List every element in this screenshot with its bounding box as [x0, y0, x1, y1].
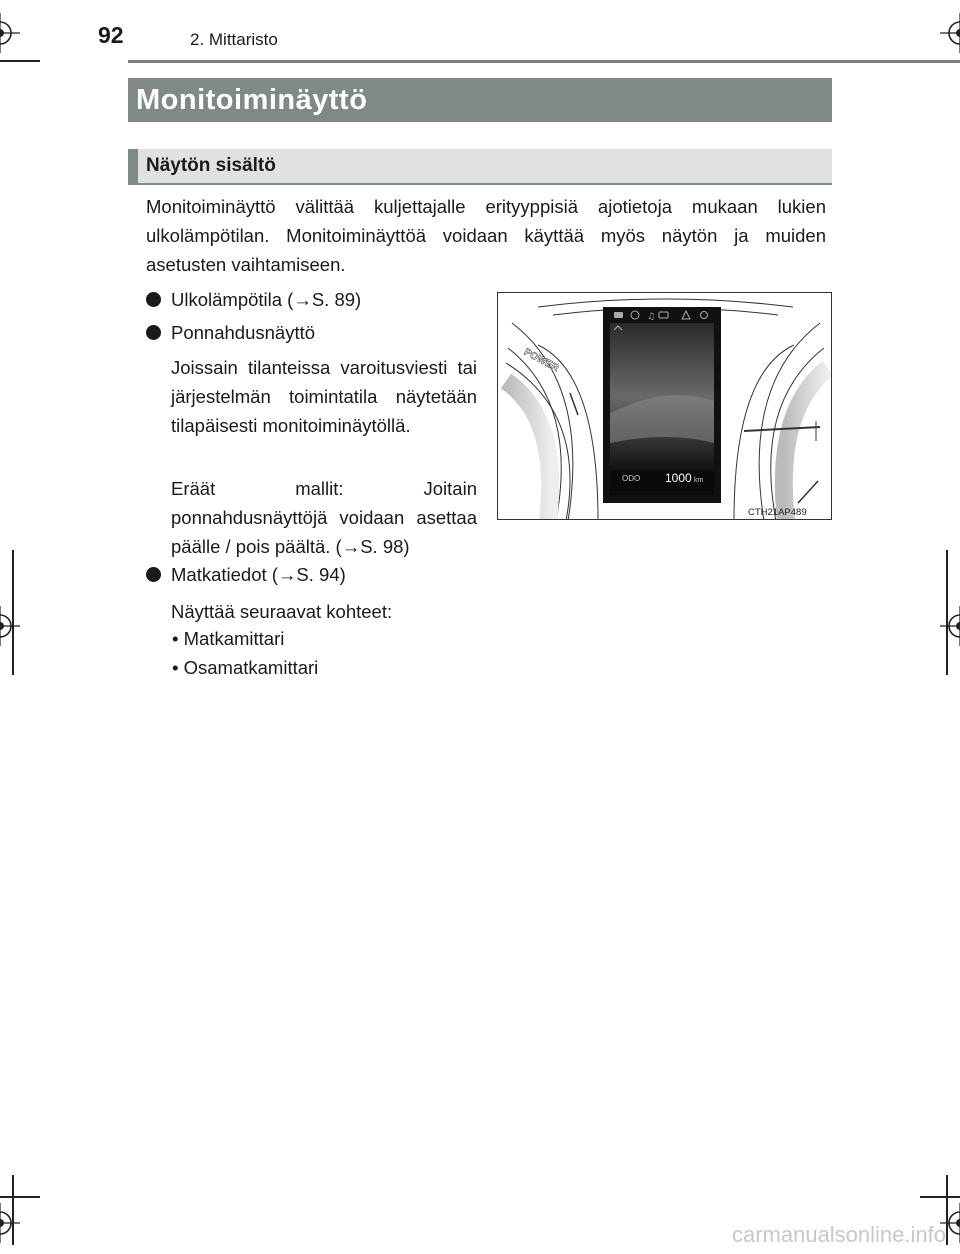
bullet-outside-temperature	[146, 285, 361, 314]
power-gauge-label: POWER	[521, 346, 561, 375]
trip-intro: Näyttää seuraavat kohteet:	[171, 601, 393, 622]
registration-mark-icon	[0, 606, 20, 646]
bullet-dot-icon	[146, 292, 161, 307]
list-item-odometer: • Matkamittari	[172, 628, 285, 649]
section-heading: Näytön sisältö	[128, 149, 832, 185]
registration-mark-icon	[940, 13, 960, 53]
trim-line	[946, 1175, 948, 1245]
popup-settings-note: Eräät mallit: Joitain ponnahdusnäyttöjä voidaan asettaa päälle / pois päältä. (→S. 98)	[171, 478, 477, 557]
cluster-drawing	[498, 293, 832, 520]
registration-mark-icon	[0, 13, 20, 53]
bullet-dot-icon	[146, 325, 161, 340]
bullet-popup-display	[146, 318, 315, 347]
footer-watermark: carmanualsonline.info	[731, 1222, 946, 1247]
instrument-cluster-illustration	[497, 292, 832, 520]
registration-mark-icon	[0, 1203, 20, 1243]
registration-mark-icon	[940, 606, 960, 646]
trim-line	[12, 550, 14, 675]
trim-line	[12, 1175, 14, 1245]
popup-description: Joissain tilanteissa varoitusviesti tai järjestelmän toimintatila näytetään tilapäisesti monitoiminäytöllä.	[171, 357, 477, 436]
odo-label: ODO	[622, 474, 641, 483]
intro-paragraph: Monitoiminäyttö välittää kuljettajalle erityyppisiä ajotietoja mukaan lukien ulkolämpötilan. Monitoiminäyttöä voidaan käyttää myös näytön ja muiden asetusten vaihtamiseen.	[146, 196, 826, 275]
chapter-title: 2. Mittaristo	[190, 30, 278, 49]
trim-line	[920, 1196, 960, 1198]
bullet-trip-info	[146, 560, 346, 589]
figure-caption: CTH21AP489	[748, 507, 807, 518]
bullet-label: Matkatiedot (→S. 94)	[171, 564, 346, 585]
trim-line	[946, 550, 948, 675]
trim-line	[0, 1196, 40, 1198]
svg-text:♫: ♫	[647, 312, 656, 322]
bullet-dot-icon	[146, 567, 161, 582]
page-title: Monitoiminäyttö	[128, 78, 832, 122]
odo-value: 1000	[665, 471, 692, 485]
trim-line	[0, 60, 40, 62]
bullet-label: Ulkolämpötila (→S. 89)	[171, 289, 362, 310]
page-number: 92	[98, 22, 124, 48]
list-item-trip-meter: • Osamatkamittari	[172, 657, 319, 678]
odo-unit: km	[694, 477, 704, 484]
bullet-label: Ponnahdusnäyttö	[171, 322, 316, 343]
header-rule	[128, 60, 960, 63]
